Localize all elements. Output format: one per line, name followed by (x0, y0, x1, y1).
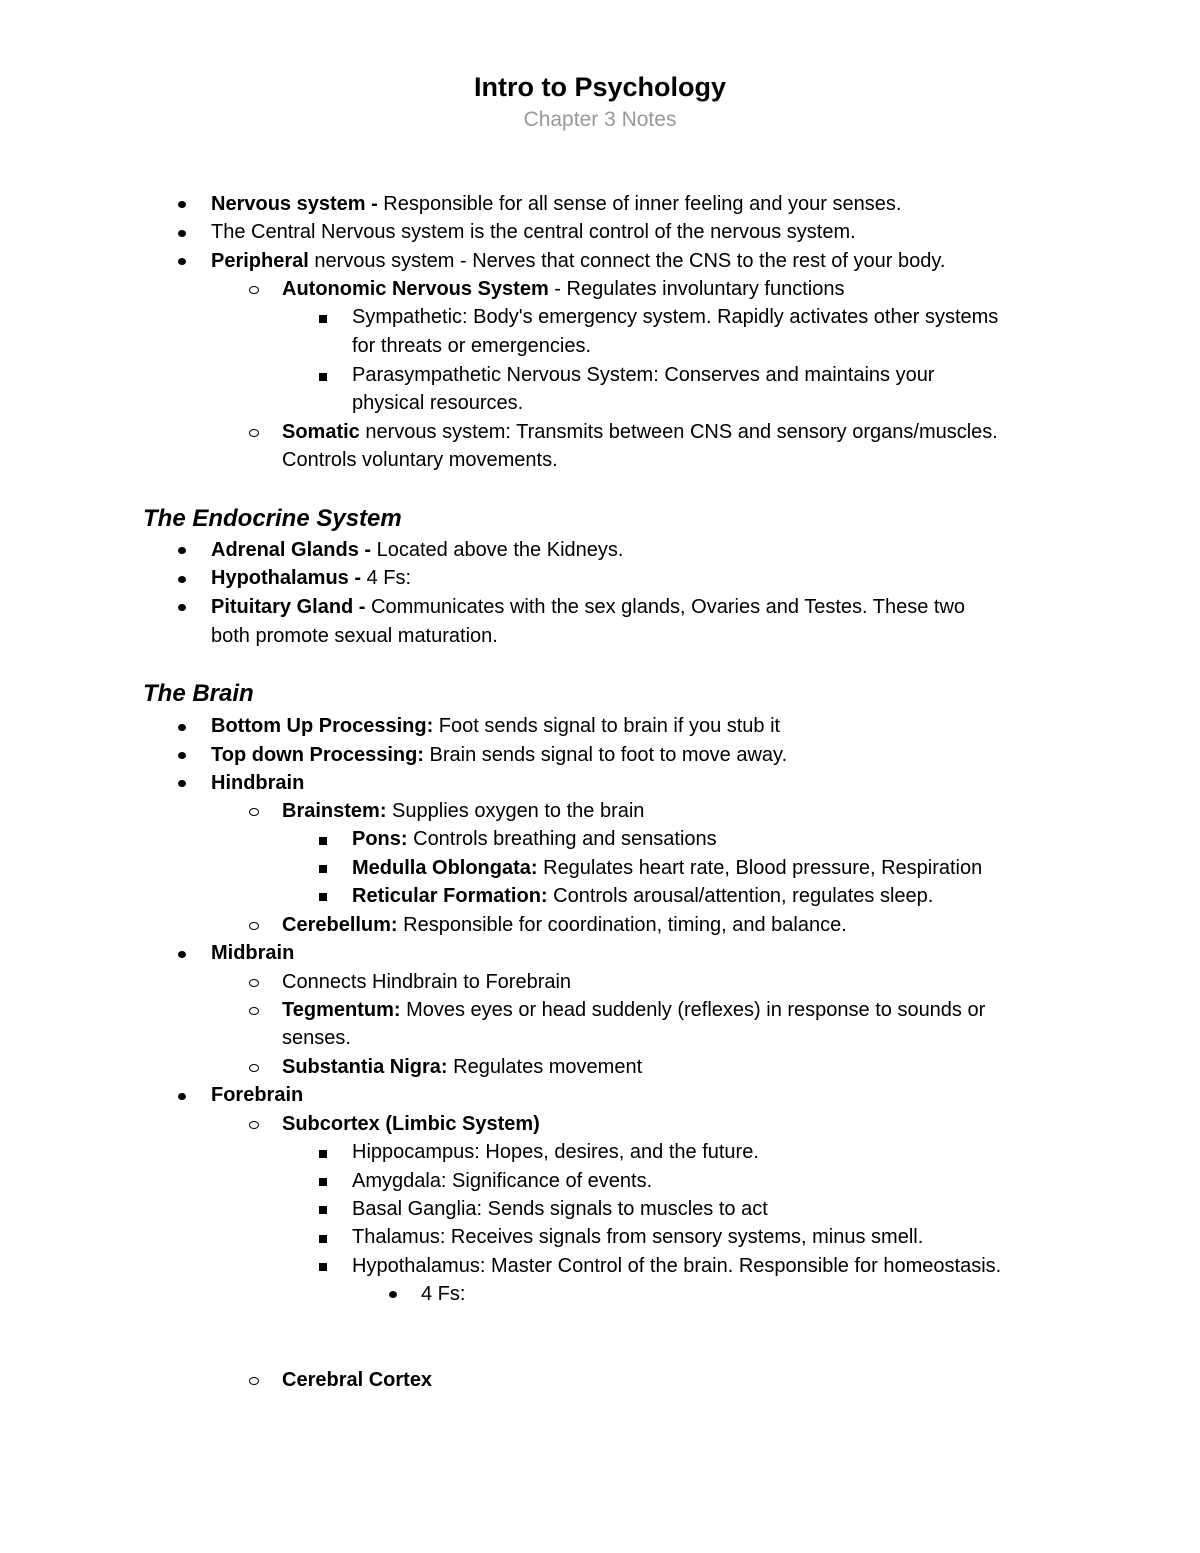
bullet-disc-icon (178, 1093, 186, 1100)
bullet-circle-icon (249, 922, 259, 930)
list-item: Nervous system - Responsible for all sense of inner feeling and your senses. (211, 193, 902, 215)
list-item: Hypothalamus: Master Control of the brain. Responsible for homeostasis. (352, 1255, 1002, 1277)
list-item: Connects Hindbrain to Forebrain (282, 971, 572, 993)
bullet-square-icon (319, 1263, 327, 1271)
list-item: Medulla Oblongata: Regulates heart rate, Blood pressure, Respiration (352, 857, 983, 879)
bullet-square-icon (319, 1206, 327, 1214)
list-item: Hypothalamus - 4 Fs: (211, 567, 412, 589)
list-item: Cerebellum: Responsible for coordination, timing, and balance. (282, 914, 847, 936)
list-item: Somatic nervous system: Transmits between CNS and sensory organs/muscles. (282, 421, 998, 443)
bullet-circle-icon (249, 1064, 259, 1072)
list-item: Pituitary Gland - Communicates with the sex glands, Ovaries and Testes. These two (211, 596, 966, 618)
bullet-disc-icon (178, 547, 186, 554)
bullet-square-icon (319, 837, 327, 845)
bullet-disc-icon (178, 752, 186, 759)
bullet-circle-icon (249, 1377, 259, 1385)
list-item: Pons: Controls breathing and sensations (352, 828, 717, 850)
bullet-disc-icon (178, 230, 186, 237)
list-item: Parasympathetic Nervous System: Conserves and maintains your (352, 364, 935, 386)
list-item: Forebrain (211, 1084, 304, 1106)
bullet-disc-icon (178, 780, 186, 787)
list-item: Adrenal Glands - Located above the Kidneys. (211, 539, 624, 561)
list-item: Subcortex (Limbic System) (282, 1113, 540, 1135)
list-item: Autonomic Nervous System - Regulates involuntary functions (282, 278, 845, 300)
bullet-square-icon (319, 865, 327, 873)
list-item: Sympathetic: Body's emergency system. Rapidly activates other systems (352, 306, 999, 328)
list-item: Thalamus: Receives signals from sensory systems, minus smell. (352, 1226, 924, 1248)
page-title: Intro to Psychology (473, 72, 727, 102)
list-item: Top down Processing: Brain sends signal to foot to move away. (211, 744, 788, 766)
bullet-square-icon (319, 1178, 327, 1186)
bullet-disc-icon (178, 951, 186, 958)
list-item: Hindbrain (211, 772, 305, 794)
bullet-circle-icon (249, 286, 259, 294)
bullet-disc-icon (178, 604, 186, 611)
bullet-square-icon (319, 893, 327, 901)
list-item: Bottom Up Processing: Foot sends signal to brain if you stub it (211, 715, 781, 737)
list-item-continuation: Controls voluntary movements. (282, 449, 558, 471)
list-item: Cerebral Cortex (282, 1369, 433, 1391)
section-heading-endocrine: The Endocrine System (143, 505, 402, 532)
bullet-square-icon (319, 373, 327, 381)
list-item: The Central Nervous system is the central control of the nervous system. (211, 221, 856, 243)
list-item: 4 Fs: (421, 1283, 466, 1305)
bullet-square-icon (319, 1150, 327, 1158)
page-subtitle: Chapter 3 Notes (523, 108, 677, 131)
list-item: Reticular Formation: Controls arousal/attention, regulates sleep. (352, 885, 934, 907)
list-item: Basal Ganglia: Sends signals to muscles to act (352, 1198, 768, 1220)
bullet-disc-icon (389, 1291, 397, 1298)
list-item: Tegmentum: Moves eyes or head suddenly (reflexes) in response to sounds or (282, 999, 986, 1021)
bullet-circle-icon (249, 429, 259, 437)
bullet-disc-icon (178, 576, 186, 583)
list-item-continuation: physical resources. (352, 392, 524, 414)
list-item-continuation: both promote sexual maturation. (211, 625, 498, 647)
section-heading-brain: The Brain (143, 680, 254, 707)
bullet-square-icon (319, 1235, 327, 1243)
bullet-circle-icon (249, 1121, 259, 1129)
bullet-circle-icon (249, 808, 259, 816)
bullet-disc-icon (178, 258, 186, 265)
list-item: Substantia Nigra: Regulates movement (282, 1056, 643, 1078)
bullet-square-icon (319, 315, 327, 323)
bullet-disc-icon (178, 201, 186, 208)
list-item: Hippocampus: Hopes, desires, and the future. (352, 1141, 759, 1163)
list-item: Amygdala: Significance of events. (352, 1170, 653, 1192)
list-item-continuation: senses. (282, 1027, 351, 1049)
list-item: Brainstem: Supplies oxygen to the brain (282, 800, 645, 822)
bullet-circle-icon (249, 1007, 259, 1015)
list-item-continuation: for threats or emergencies. (352, 335, 591, 357)
bullet-disc-icon (178, 724, 186, 731)
list-item: Midbrain (211, 942, 295, 964)
list-item: Peripheral nervous system - Nerves that connect the CNS to the rest of your body. (211, 250, 946, 272)
bullet-circle-icon (249, 979, 259, 987)
